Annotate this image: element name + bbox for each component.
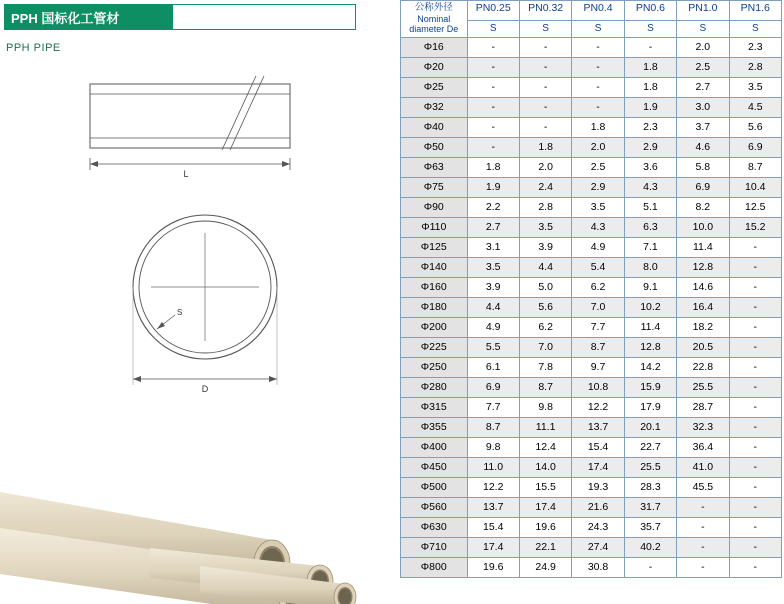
cell-nominal-diameter: Φ16 [401, 38, 468, 58]
table-row [401, 98, 782, 118]
cell-wall-thickness: 8.2 [677, 198, 729, 218]
cell-wall-thickness: 13.7 [467, 498, 519, 518]
cell-wall-thickness: 1.8 [467, 158, 519, 178]
page-title: PPH 国标化工管材 [5, 5, 173, 29]
cell-wall-thickness: - [624, 558, 676, 578]
cell-wall-thickness: - [677, 538, 729, 558]
cell-wall-thickness: 4.6 [677, 138, 729, 158]
cell-wall-thickness: - [467, 138, 519, 158]
cell-nominal-diameter: Φ800 [401, 558, 468, 578]
cell-nominal-diameter: Φ225 [401, 338, 468, 358]
cell-nominal-diameter: Φ200 [401, 318, 468, 338]
cell-wall-thickness: 14.0 [519, 458, 571, 478]
cell-wall-thickness: 15.9 [624, 378, 676, 398]
cell-wall-thickness: - [729, 478, 781, 498]
cell-nominal-diameter: Φ110 [401, 218, 468, 238]
cell-wall-thickness: - [624, 38, 676, 58]
cell-wall-thickness: 8.7 [729, 158, 781, 178]
cell-wall-thickness: 19.6 [519, 518, 571, 538]
section-wall-label: S [177, 308, 183, 317]
cell-wall-thickness: - [677, 558, 729, 578]
cell-wall-thickness: - [467, 38, 519, 58]
cell-wall-thickness: 18.2 [677, 318, 729, 338]
cell-wall-thickness: 10.4 [729, 178, 781, 198]
cell-nominal-diameter: Φ315 [401, 398, 468, 418]
cell-wall-thickness: 5.0 [519, 278, 571, 298]
subheader-s-3: S [624, 21, 676, 38]
cell-wall-thickness: 15.2 [729, 218, 781, 238]
cell-wall-thickness: 11.4 [624, 318, 676, 338]
cell-wall-thickness: - [519, 58, 571, 78]
cell-wall-thickness: 36.4 [677, 438, 729, 458]
cell-wall-thickness: 5.4 [572, 258, 624, 278]
table-row [401, 78, 782, 98]
cell-wall-thickness: - [467, 118, 519, 138]
cell-wall-thickness: 5.6 [519, 298, 571, 318]
cell-nominal-diameter: Φ630 [401, 518, 468, 538]
cell-wall-thickness: 5.5 [467, 338, 519, 358]
cell-wall-thickness: 3.5 [729, 78, 781, 98]
cell-wall-thickness: - [729, 338, 781, 358]
subheader-s-0: S [467, 21, 519, 38]
cell-wall-thickness: 10.0 [677, 218, 729, 238]
cell-wall-thickness: - [729, 318, 781, 338]
cell-nominal-diameter: Φ560 [401, 498, 468, 518]
cell-wall-thickness: 2.8 [729, 58, 781, 78]
table-row [401, 398, 782, 418]
cell-wall-thickness: 19.6 [467, 558, 519, 578]
subheader-s-4: S [677, 21, 729, 38]
cell-wall-thickness: 16.4 [677, 298, 729, 318]
table-row [401, 538, 782, 558]
cell-wall-thickness: 24.3 [572, 518, 624, 538]
cell-wall-thickness: 4.3 [572, 218, 624, 238]
cell-wall-thickness: - [572, 58, 624, 78]
cell-wall-thickness: - [729, 498, 781, 518]
cell-wall-thickness: 22.1 [519, 538, 571, 558]
cell-wall-thickness: 6.2 [519, 318, 571, 338]
cell-wall-thickness: 8.7 [467, 418, 519, 438]
cell-wall-thickness: - [467, 78, 519, 98]
cell-wall-thickness: 15.5 [519, 478, 571, 498]
cell-wall-thickness: 2.2 [467, 198, 519, 218]
cell-wall-thickness: 4.4 [519, 258, 571, 278]
table-row [401, 418, 782, 438]
cell-wall-thickness: - [729, 238, 781, 258]
cell-wall-thickness: 45.5 [677, 478, 729, 498]
table-row [401, 338, 782, 358]
cell-wall-thickness: 12.4 [519, 438, 571, 458]
cell-wall-thickness: 6.9 [467, 378, 519, 398]
table-row [401, 458, 782, 478]
cell-wall-thickness: 2.8 [519, 198, 571, 218]
cell-wall-thickness: 4.3 [624, 178, 676, 198]
cell-wall-thickness: 9.8 [519, 398, 571, 418]
cell-wall-thickness: 28.7 [677, 398, 729, 418]
cell-nominal-diameter: Φ40 [401, 118, 468, 138]
cell-wall-thickness: 14.6 [677, 278, 729, 298]
cell-wall-thickness: 12.2 [572, 398, 624, 418]
cell-wall-thickness: - [677, 498, 729, 518]
cell-wall-thickness: 27.4 [572, 538, 624, 558]
cell-nominal-diameter: Φ25 [401, 78, 468, 98]
cell-wall-thickness: 8.7 [519, 378, 571, 398]
cell-wall-thickness: 7.7 [572, 318, 624, 338]
cell-wall-thickness: 21.6 [572, 498, 624, 518]
cell-wall-thickness: 28.3 [624, 478, 676, 498]
column-header-pn-4: PN1.0 [677, 1, 729, 21]
cell-wall-thickness: 19.3 [572, 478, 624, 498]
side-view-length-label: L [183, 169, 189, 179]
cell-wall-thickness: 1.8 [519, 138, 571, 158]
cell-wall-thickness: 25.5 [624, 458, 676, 478]
cell-wall-thickness: 3.6 [624, 158, 676, 178]
cell-wall-thickness: 17.4 [572, 458, 624, 478]
column-header-pn-1: PN0.32 [519, 1, 571, 21]
column-header-pn-3: PN0.6 [624, 1, 676, 21]
pipe-spec-table [400, 0, 782, 578]
cell-wall-thickness: 7.8 [519, 358, 571, 378]
cell-wall-thickness: 17.9 [624, 398, 676, 418]
cell-nominal-diameter: Φ20 [401, 58, 468, 78]
cell-wall-thickness: - [729, 278, 781, 298]
cell-wall-thickness: - [729, 458, 781, 478]
cell-wall-thickness: 25.5 [677, 378, 729, 398]
cell-wall-thickness: 13.7 [572, 418, 624, 438]
cell-wall-thickness: 9.7 [572, 358, 624, 378]
pipe-cross-section-drawing [105, 195, 305, 410]
cell-wall-thickness: - [467, 58, 519, 78]
cell-wall-thickness: 1.8 [572, 118, 624, 138]
cell-nominal-diameter: Φ450 [401, 458, 468, 478]
pipe-product-photo [0, 420, 398, 604]
table-row [401, 178, 782, 198]
pipe-side-view-drawing [70, 72, 340, 187]
table-row [401, 218, 782, 238]
cell-wall-thickness: 20.1 [624, 418, 676, 438]
cell-wall-thickness: 12.8 [624, 338, 676, 358]
cell-nominal-diameter: Φ250 [401, 358, 468, 378]
table-row [401, 438, 782, 458]
cell-wall-thickness: 2.0 [519, 158, 571, 178]
cell-wall-thickness: 11.1 [519, 418, 571, 438]
cell-wall-thickness: - [729, 298, 781, 318]
cell-nominal-diameter: Φ400 [401, 438, 468, 458]
cell-wall-thickness: 22.7 [624, 438, 676, 458]
cell-wall-thickness: 7.7 [467, 398, 519, 418]
cell-wall-thickness: 31.7 [624, 498, 676, 518]
cell-wall-thickness: 11.0 [467, 458, 519, 478]
cell-nominal-diameter: Φ180 [401, 298, 468, 318]
table-row [401, 58, 782, 78]
cell-wall-thickness: 2.5 [572, 158, 624, 178]
cell-wall-thickness: - [729, 558, 781, 578]
table-row [401, 38, 782, 58]
cell-wall-thickness: 40.2 [624, 538, 676, 558]
cell-wall-thickness: 2.7 [677, 78, 729, 98]
cell-wall-thickness: 5.6 [729, 118, 781, 138]
table-body [401, 38, 782, 578]
cell-wall-thickness: 3.9 [467, 278, 519, 298]
cell-wall-thickness: 6.3 [624, 218, 676, 238]
cell-wall-thickness: 4.4 [467, 298, 519, 318]
cell-wall-thickness: 7.0 [572, 298, 624, 318]
cell-wall-thickness: - [572, 38, 624, 58]
cell-wall-thickness: 4.9 [572, 238, 624, 258]
page-subtitle: PPH PIPE [6, 42, 61, 54]
cell-wall-thickness: - [729, 358, 781, 378]
table-row [401, 118, 782, 138]
cell-nominal-diameter: Φ140 [401, 258, 468, 278]
cell-nominal-diameter: Φ160 [401, 278, 468, 298]
cell-nominal-diameter: Φ63 [401, 158, 468, 178]
cell-nominal-diameter: Φ125 [401, 238, 468, 258]
cell-nominal-diameter: Φ50 [401, 138, 468, 158]
cell-nominal-diameter: Φ710 [401, 538, 468, 558]
table-row [401, 238, 782, 258]
cell-wall-thickness: 35.7 [624, 518, 676, 538]
column-header-pn-2: PN0.4 [572, 1, 624, 21]
cell-wall-thickness: - [519, 98, 571, 118]
cell-wall-thickness: 6.2 [572, 278, 624, 298]
cell-wall-thickness: - [729, 378, 781, 398]
cell-wall-thickness: 12.2 [467, 478, 519, 498]
table-row [401, 358, 782, 378]
cell-wall-thickness: 12.8 [677, 258, 729, 278]
table-row [401, 378, 782, 398]
cell-wall-thickness: - [729, 538, 781, 558]
cell-nominal-diameter: Φ355 [401, 418, 468, 438]
cell-wall-thickness: 17.4 [467, 538, 519, 558]
cell-wall-thickness: 2.3 [729, 38, 781, 58]
cell-wall-thickness: 2.5 [677, 58, 729, 78]
table-row [401, 318, 782, 338]
cell-wall-thickness: 6.9 [729, 138, 781, 158]
table-row [401, 478, 782, 498]
table-row [401, 498, 782, 518]
table-header-row [401, 1, 782, 21]
cell-wall-thickness: 2.9 [624, 138, 676, 158]
cell-wall-thickness: 8.0 [624, 258, 676, 278]
table-row [401, 198, 782, 218]
cell-wall-thickness: 24.9 [519, 558, 571, 578]
table-head [401, 1, 782, 38]
cell-wall-thickness: 3.5 [572, 198, 624, 218]
table-row [401, 258, 782, 278]
cell-wall-thickness: 9.8 [467, 438, 519, 458]
cell-wall-thickness: 7.1 [624, 238, 676, 258]
cell-wall-thickness: - [729, 418, 781, 438]
cell-wall-thickness: 15.4 [572, 438, 624, 458]
cell-wall-thickness: 20.5 [677, 338, 729, 358]
cell-wall-thickness: - [572, 98, 624, 118]
cell-wall-thickness: 14.2 [624, 358, 676, 378]
cell-wall-thickness: 6.9 [677, 178, 729, 198]
cell-wall-thickness: 22.8 [677, 358, 729, 378]
cell-wall-thickness: 2.0 [572, 138, 624, 158]
cell-wall-thickness: 2.3 [624, 118, 676, 138]
table-row [401, 138, 782, 158]
cell-wall-thickness: - [519, 38, 571, 58]
cell-wall-thickness: - [729, 518, 781, 538]
cell-wall-thickness: 12.5 [729, 198, 781, 218]
cell-wall-thickness: 2.0 [677, 38, 729, 58]
cell-wall-thickness: 17.4 [519, 498, 571, 518]
cell-wall-thickness: 3.7 [677, 118, 729, 138]
cell-wall-thickness: 11.4 [677, 238, 729, 258]
cell-wall-thickness: 1.9 [467, 178, 519, 198]
cell-wall-thickness: 3.0 [677, 98, 729, 118]
cell-wall-thickness: 9.1 [624, 278, 676, 298]
cell-wall-thickness: - [729, 258, 781, 278]
table-row [401, 158, 782, 178]
cell-wall-thickness: - [467, 98, 519, 118]
cell-wall-thickness: 1.8 [624, 58, 676, 78]
cell-nominal-diameter: Φ500 [401, 478, 468, 498]
subheader-s-5: S [729, 21, 781, 38]
cell-wall-thickness: 5.1 [624, 198, 676, 218]
column-header-nominal-diameter: 公称外径 Nominal diameter De [401, 1, 468, 38]
cell-wall-thickness: 2.7 [467, 218, 519, 238]
table-row [401, 278, 782, 298]
cell-wall-thickness: 1.8 [624, 78, 676, 98]
cell-nominal-diameter: Φ32 [401, 98, 468, 118]
cell-nominal-diameter: Φ280 [401, 378, 468, 398]
cell-wall-thickness: 41.0 [677, 458, 729, 478]
cell-wall-thickness: 3.9 [519, 238, 571, 258]
cell-wall-thickness: - [572, 78, 624, 98]
cell-wall-thickness: 8.7 [572, 338, 624, 358]
cell-wall-thickness: 10.2 [624, 298, 676, 318]
cell-wall-thickness: - [729, 438, 781, 458]
cell-wall-thickness: 5.8 [677, 158, 729, 178]
cell-wall-thickness: 3.1 [467, 238, 519, 258]
cell-wall-thickness: - [729, 398, 781, 418]
cell-wall-thickness: 4.5 [729, 98, 781, 118]
cell-wall-thickness: 10.8 [572, 378, 624, 398]
cell-wall-thickness: 1.9 [624, 98, 676, 118]
cell-wall-thickness: - [677, 518, 729, 538]
table-row [401, 298, 782, 318]
cell-wall-thickness: 30.8 [572, 558, 624, 578]
subheader-s-1: S [519, 21, 571, 38]
cell-wall-thickness: 7.0 [519, 338, 571, 358]
cell-wall-thickness: - [519, 118, 571, 138]
table-row [401, 558, 782, 578]
cell-wall-thickness: - [519, 78, 571, 98]
cell-nominal-diameter: Φ90 [401, 198, 468, 218]
cell-wall-thickness: 15.4 [467, 518, 519, 538]
table-row [401, 518, 782, 538]
cell-nominal-diameter: Φ75 [401, 178, 468, 198]
cell-wall-thickness: 6.1 [467, 358, 519, 378]
title-bar [4, 4, 356, 30]
cell-wall-thickness: 32.3 [677, 418, 729, 438]
cell-wall-thickness: 2.4 [519, 178, 571, 198]
cell-wall-thickness: 4.9 [467, 318, 519, 338]
spec-table-panel [398, 0, 784, 604]
cell-wall-thickness: 2.9 [572, 178, 624, 198]
subheader-s-2: S [572, 21, 624, 38]
column-header-pn-0: PN0.25 [467, 1, 519, 21]
cell-wall-thickness: 3.5 [519, 218, 571, 238]
column-header-pn-5: PN1.6 [729, 1, 781, 21]
section-diameter-label: D [201, 384, 209, 394]
cell-wall-thickness: 3.5 [467, 258, 519, 278]
